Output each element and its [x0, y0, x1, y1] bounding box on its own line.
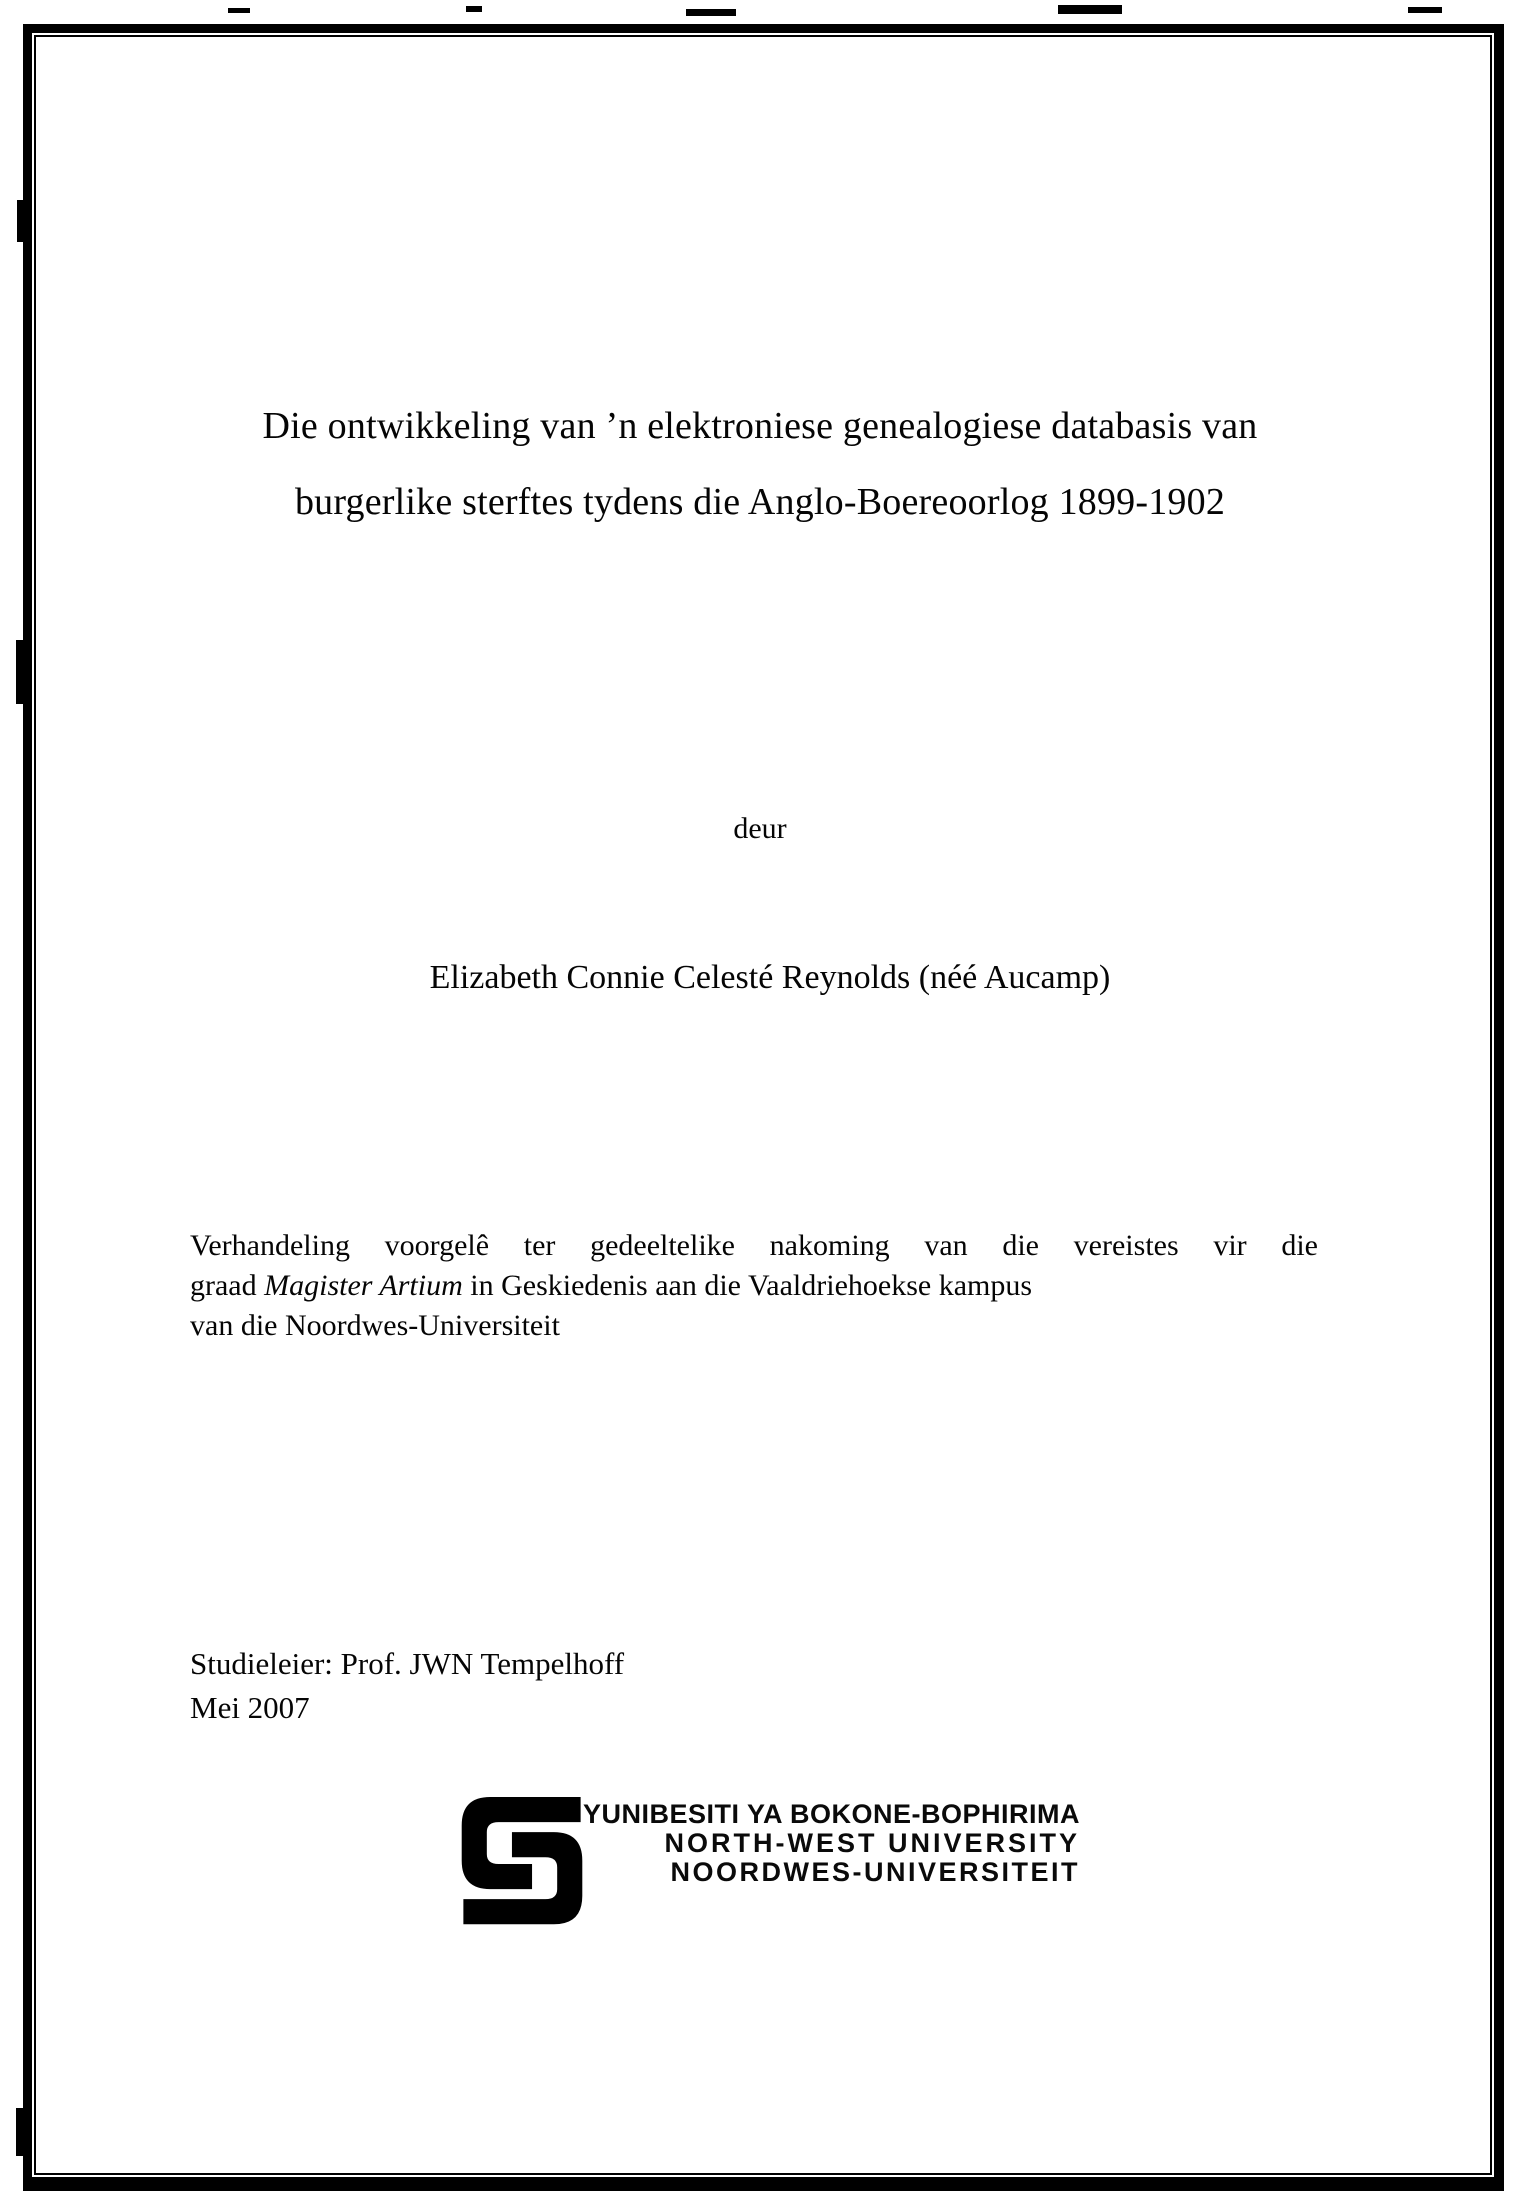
byline-deur: deur [733, 812, 787, 845]
scan-artifact [1058, 5, 1122, 14]
statement-line2-post: in Geskiedenis aan die Vaaldriehoekse kampus [462, 1269, 1033, 1302]
scan-artifact [17, 200, 27, 242]
scan-artifact [16, 640, 25, 704]
statement-degree-name: Magister Artium [264, 1269, 463, 1302]
supervisor-block [190, 1642, 624, 1730]
thesis-title [150, 388, 1370, 540]
thesis-title-line2: burgerlike sterftes tydens die Anglo-Boereoorlog 1899-1902 [294, 481, 1226, 523]
thesis-statement-line2 [190, 1266, 1318, 1306]
thesis-statement [190, 1226, 1318, 1346]
scan-artifact [16, 2108, 26, 2156]
logo-text-afrikaans: NOORDWES-UNIVERSITEIT [670, 1857, 1080, 1887]
scan-artifact [1408, 7, 1442, 13]
nwu-logo-text [560, 1800, 1080, 1887]
thesis-statement-line3: van die Noordwes-Universiteit [190, 1309, 560, 1342]
logo-text-setswana: YUNIBESITI YA BOKONE-BOPHIRIMA [582, 1799, 1080, 1829]
scan-artifact [466, 6, 482, 12]
date-line: Mei 2007 [190, 1690, 310, 1725]
author-name: Elizabeth Connie Celesté Reynolds (néé Aucamp) [429, 959, 1111, 996]
scan-artifact [686, 9, 736, 16]
thesis-title-line1: Die ontwikkeling van ’n elektroniese genealogiese databasis van [262, 405, 1258, 447]
logo-text-english: NORTH-WEST UNIVERSITY [664, 1828, 1080, 1858]
scan-artifact [228, 8, 250, 13]
thesis-statement-line1: Verhandeling voorgelê ter gedeeltelike nakoming van die vereistes vir die [190, 1229, 1318, 1262]
supervisor-line: Studieleier: Prof. JWN Tempelhoff [190, 1646, 625, 1681]
statement-line2-pre: graad [190, 1269, 265, 1302]
